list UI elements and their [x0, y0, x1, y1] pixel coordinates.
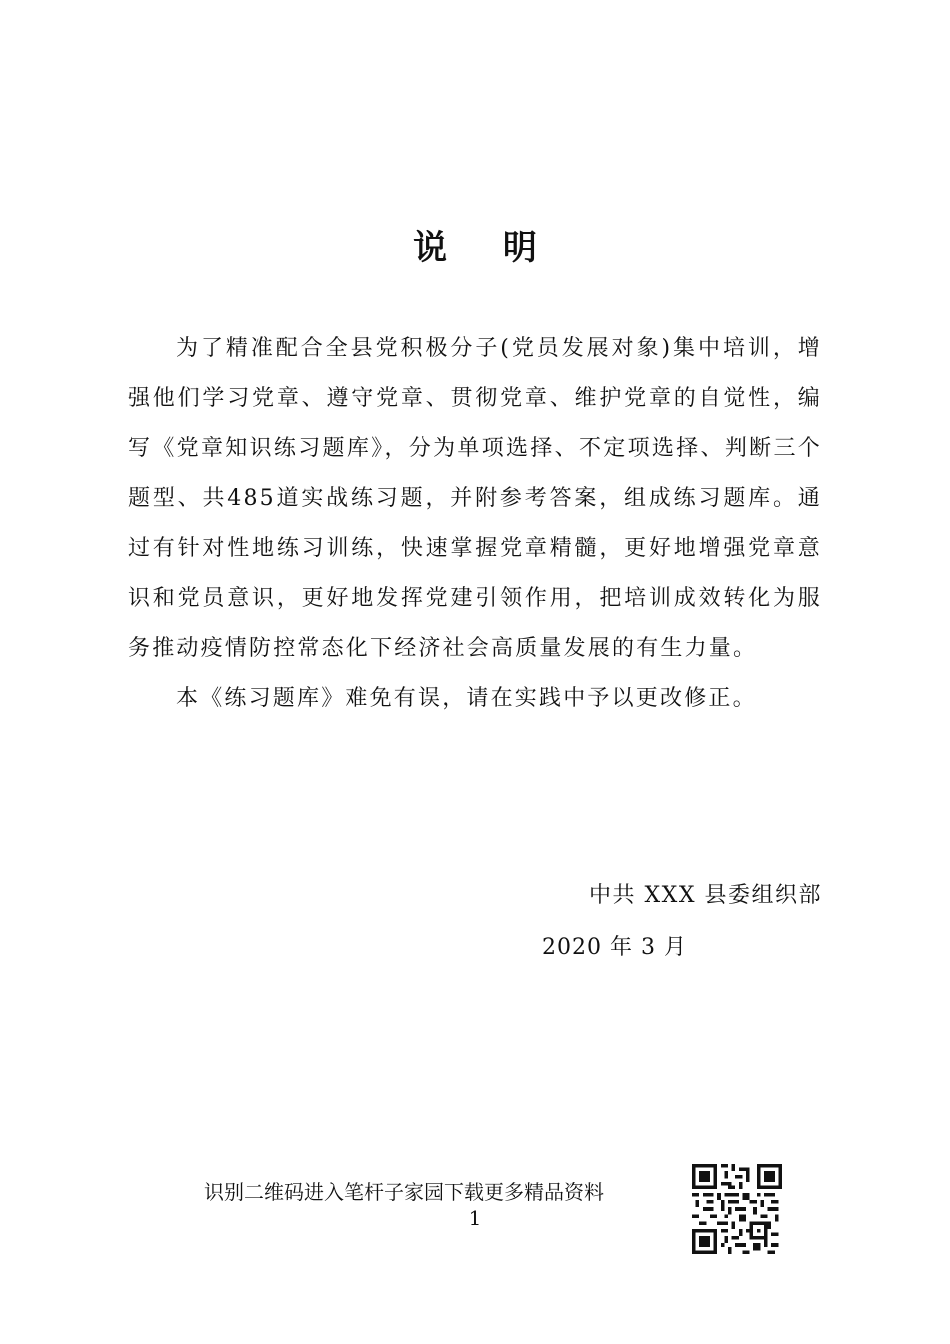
- page-title: 说 明: [413, 228, 559, 268]
- signature-organization: 中共 XXX 县委组织部: [589, 883, 822, 908]
- paragraph-1: 为了精准配合全县党积极分子(党员发展对象)集中培训，增强他们学习党章、遵守党章、贯彻党章、维护党章的自觉性，编写《党章知识练习题库》，分为单项选择、不定项选择、判断三个题型、共485道实战练习题，并附参考答案，组成练习题库。通过有针对性地练习训练，快速掌握党章精髓，更好地增强党章意识和党员意识，更好地发挥党建引领作用，把培训成效转化为服务推动疫情防控常态化下经济社会高质量发展的有生力量。: [128, 336, 822, 661]
- paragraph-2: 本《练习题库》难免有误，请在实践中予以更改修正。: [176, 686, 757, 711]
- body-text: [128, 324, 822, 724]
- footer-promo-text: 识别二维码进入笔杆子家园下载更多精品资料: [204, 1180, 604, 1204]
- page-number: 1: [468, 1206, 482, 1230]
- qr-code-icon[interactable]: [692, 1164, 782, 1254]
- signature-date: 2020 年 3 月: [542, 935, 687, 960]
